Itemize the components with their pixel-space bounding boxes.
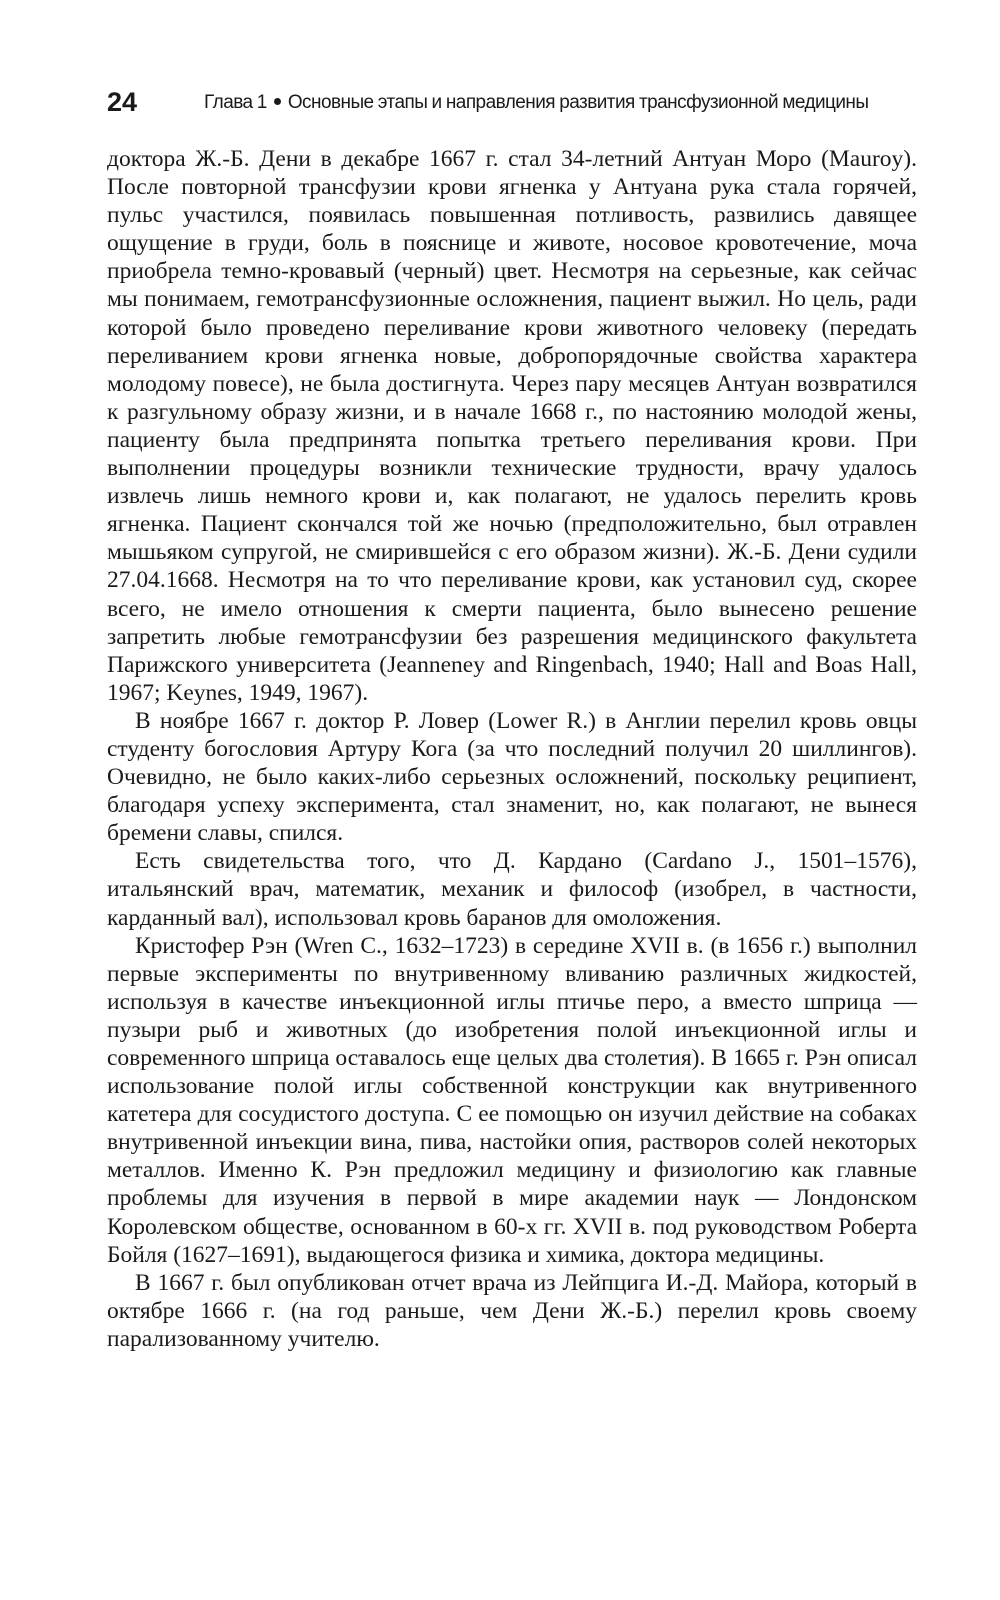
- body-text: [107, 145, 917, 1353]
- paragraph-cardano: Есть свидетельства того, что Д. Кардано (Cardano J., 1501–1576), итальянский врач, математик, механик и философ (изобрел, в частности, карданный вал), использовал кровь баранов для омоложения.: [107, 848, 917, 931]
- bullet-icon: [274, 98, 281, 105]
- running-head: [204, 90, 917, 116]
- chapter-title: Основные этапы и направления развития трансфузионной медицины: [287, 92, 869, 113]
- paragraph-lower: В ноябре 1667 г. доктор Р. Ловер (Lower R.) в Англии перелил кровь овцы студенту богословия Артуру Кога (за что последний получил 20 шиллингов). Очевидно, не было каких-либо серьезных осложнений, поскольку реципиент, благодаря успеху эксперимента, стал знаменит, но, как полагают, не вынеся бремени славы, спился.: [107, 707, 917, 847]
- chapter-label: Глава 1: [204, 92, 267, 113]
- page-number: 24: [107, 87, 138, 117]
- running-header: [107, 86, 917, 126]
- paragraph-continued: доктора Ж.-Б. Дени в декабре 1667 г. стал 34-летний Антуан Моро (Mauroy). После повторной трансфузии крови ягненка у Антуана рука стала горячей, пульс участился, появилась повышенная потливость, развились давящее ощущение в груди, боль в пояснице и животе, носовое кровотечение, моча приобрела темно-кровавый (черный) цвет. Несмотря на серьезные, как сейчас мы понимаем, гемотрансфузионные осложнения, пациент выжил. Но цель, ради которой было проведено переливание крови животного человеку (передать переливанием крови ягненка новые, добропорядочные свойства характера молодому повесе), не была достигнута. Через пару месяцев Антуан возвратился к разгульному образу жизни, и в начале 1668 г., по настоянию молодой жены, пациенту была предпринята попытка третьего переливания крови. При выполнении процедуры возникли технические трудности, врачу удалось извлечь лишь немного крови и, как полагают, не удалось перелить кровь ягненка. Пациент скончался той же ночью (предположительно, был отравлен мышьяком супругой, не смирившейся с его образом жизни). Ж.-Б. Дени судили 27.04.1668. Несмотря на то что переливание крови, как установил суд, скорее всего, не имело отношения к смерти пациента, было вынесено решение запретить любые гемотрансфузии без разрешения медицинского факультета Парижского университета (Jeanneney and Ringenbach, 1940; Hall and Boas Hall, 1967; Keynes, 1949, 1967).: [107, 146, 917, 706]
- paragraph-major: В 1667 г. был опубликован отчет врача из Лейпцига И.-Д. Майора, который в октябре 1666 г. (на год раньше, чем Дени Ж.-Б.) перелил кровь своему парализованному учителю.: [107, 1269, 917, 1352]
- paragraph-wren: Кристофер Рэн (Wren C., 1632–1723) в середине XVII в. (в 1656 г.) выполнил первые эксперименты по внутривенному вливанию различных жидкостей, используя в качестве инъекционной иглы птичье перо, а вместо шприца — пузыри рыб и животных (до изобретения полой инъекционной иглы и современного шприца оставалось еще целых два столетия). В 1665 г. Рэн описал использование полой иглы собственной конструкции как внутривенного катетера для сосудистого доступа. С ее помощью он изучил действие на собаках внутривенной инъекции вина, пива, настойки опия, растворов солей некоторых металлов. Именно К. Рэн предложил медицину и физиологию как главные проблемы для изучения в первой в мире академии наук — Лондонском Королевском обществе, основанном в 60-х гг. XVII в. под руководством Роберта Бойля (1627–1691), выдающегося физика и химика, доктора медицины.: [107, 932, 917, 1268]
